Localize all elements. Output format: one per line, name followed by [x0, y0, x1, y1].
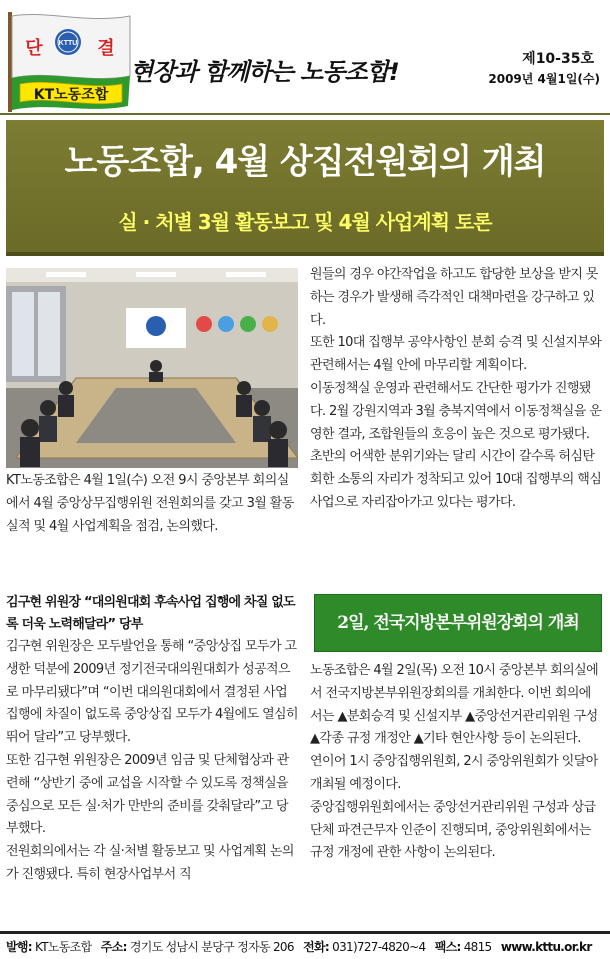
flag-text-left: 단: [25, 38, 43, 59]
right-column-body: [310, 660, 602, 865]
footer-divider: [0, 931, 610, 934]
footer-phone-label: 전화:: [303, 940, 330, 954]
meeting-photo: [6, 268, 298, 468]
section-heading: 김구현 위원장 “대의원대회 후속사업 집행에 차질 없도록 더욱 노력해달라” 당부: [6, 595, 295, 632]
subarticle-title-box: [314, 594, 602, 652]
flag-text-right: 결: [97, 38, 115, 59]
footer-address-label: 주소:: [100, 940, 127, 954]
article-intro: KT노동조합은 4월 1일(수) 오전 9시 중앙본부 회의실에서 4월 중앙상무집행위원 전원회의를 갖고 3월 활동실적 및 4월 사업계획을 점검, 논의했다.: [6, 473, 294, 534]
subarticle-paragraph-2: 연이어 1시 중앙집행위원회, 2시 중앙위원회가 잇달아 개최될 예정이다.: [310, 754, 598, 792]
subarticle-paragraph-1: 노동조합은 4월 2일(목) 오전 10시 중앙본부 회의실에서 전국지방본부위원장회의를 개최한다. 이번 회의에서는 ▲분회승격 및 신설지부 ▲중앙선거관리위원 구성 ▲각종 규정 개정안 ▲기타 현안사항 등이 논의된다.: [310, 663, 599, 747]
footer-fax-label: 팩스:: [434, 940, 461, 954]
footer-publisher: KT노동조합: [35, 940, 92, 954]
issue-date: 2009년 4월1일(수): [488, 72, 600, 86]
footer-fax: 4815: [463, 940, 492, 954]
footer-website-link[interactable]: www.kttu.or.kr: [500, 940, 592, 954]
footer-publisher-label: 발행:: [6, 940, 32, 954]
union-flag-logo: [6, 10, 134, 114]
slogan: 현장과 함께하는 노동조합!: [130, 58, 399, 86]
headline-title: 노동조합, 4월 상집전원회의 개최: [64, 142, 546, 182]
headline-subtitle: 실 · 처별 3월 활동보고 및 4월 사업계획 토론: [118, 210, 492, 234]
article-paragraph-2: 또한 김구현 위원장은 2009년 임금 및 단체협상과 관련해 “상반기 중에 교섭을 시작할 수 있도록 정책실을 중심으로 모든 실·처가 만반의 준비를 갖춰달라”고 당부했다.: [6, 752, 289, 837]
subarticle-paragraph-3: 중앙집행위원회에서는 중앙선거관리위원 구성과 상급단체 파견근무자 인준이 진행되며, 중앙위원회에서는 규정 개정에 관한 사항이 논의된다.: [310, 799, 596, 861]
footer-address: 경기도 성남시 분당구 정자동 206: [129, 940, 294, 954]
article-paragraph-3: 전원회의에서는 각 실·처별 활동보고 및 사업계획 논의가 진행됐다. 특히 현장사업부서 직: [6, 844, 294, 882]
footer: [6, 938, 606, 955]
subarticle-title: 2일, 전국지방본부위원장회의 개최: [337, 613, 579, 633]
meeting-photo-illustration: [6, 268, 298, 468]
masthead-divider: [0, 113, 610, 115]
issue-number: 제10-35호: [522, 51, 594, 67]
footer-phone: 031)727-4820~4: [332, 940, 426, 954]
right-column: [310, 264, 602, 515]
article-paragraph-1: 김구현 위원장은 모두발언을 통해 “중앙상집 모두가 고생한 덕분에 2009년 정기전국대의원대회가 성공적으로 마무리됐다”며 “이번 대의원대회에서 결정된 사업 집행에 차질이 없도록 중앙상집 모두가 4월에도 열심히 뛰어 달라”고 당부했다.: [6, 639, 298, 746]
flag-banner-text: KT노동조합: [33, 87, 109, 103]
headline-banner: [6, 120, 604, 256]
article-paragraph-5: 또한 10대 집행부 공약사항인 분회 승격 및 신설지부와 관련해서는 4월 안에 마무리할 계획이다.: [310, 335, 602, 374]
left-column: [6, 470, 298, 538]
article-paragraph-4: 원들의 경우 야간작업을 하고도 합당한 보상을 받지 못하는 경우가 발생해 즉각적인 대책마련을 강구하고 있다.: [310, 267, 598, 328]
left-column-body: [6, 592, 298, 887]
masthead: [0, 0, 610, 118]
flag-badge-text: KTTU: [58, 40, 78, 47]
article-paragraph-6: 이동정책실 운영과 관련해서도 간단한 평가가 진행됐다. 2월 강원지역과 3월 충북지역에서 이동정책실을 운영한 결과, 조합원들의 호응이 높은 것으로 평가됐다. 초반의 어색한 분위기와는 달리 시간이 갈수록 허심탄회한 소통의 자리가 정착되고 있어 10대 집행부의 핵심사업으로 자리잡아가고 있다는 평가다.: [310, 380, 602, 510]
